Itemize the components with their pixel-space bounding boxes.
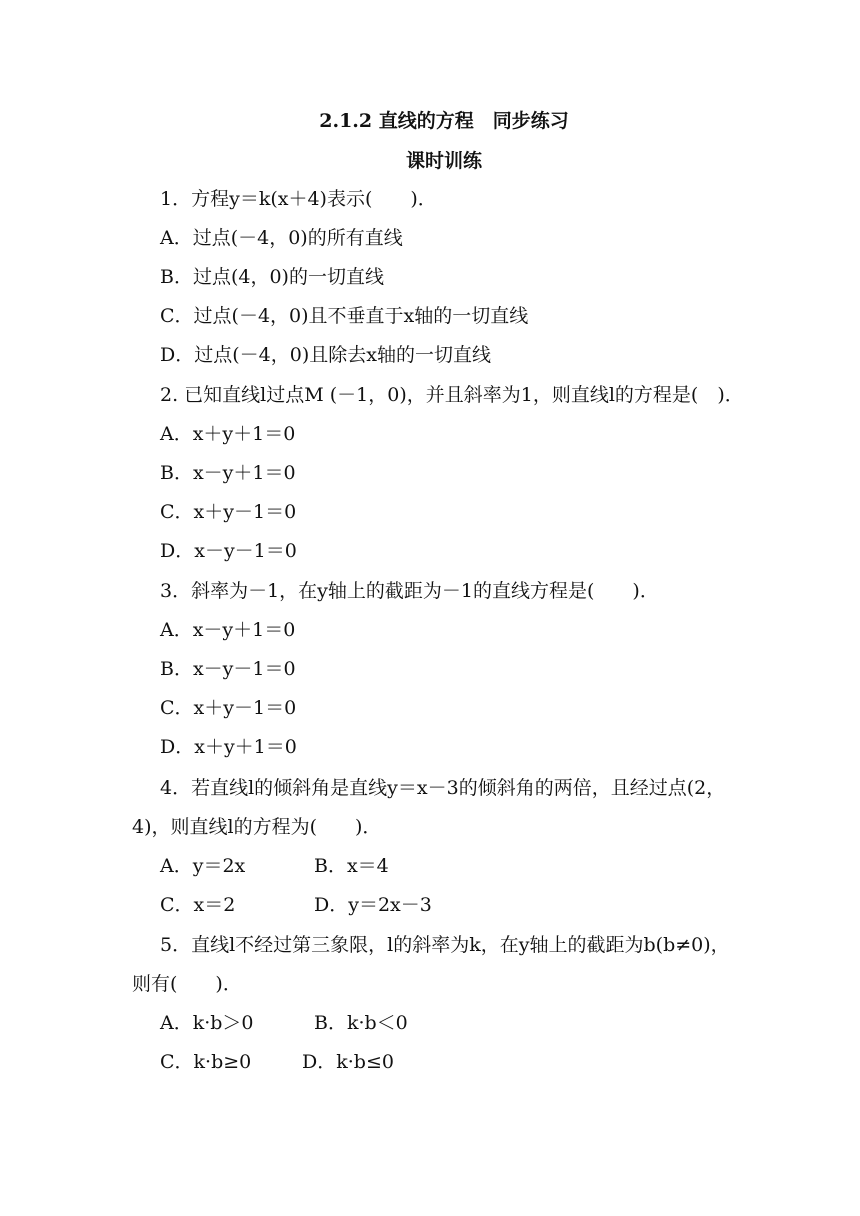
question-4-option-d: D．y＝2x－3 — [314, 894, 432, 916]
question-4-stem-line-2: 4)，则直线l的方程为( )． — [132, 816, 382, 838]
question-1-option-a: A．过点(－4，0)的所有直线 — [160, 227, 403, 249]
question-5-option-b: B．k·b＜0 — [314, 1012, 408, 1034]
page-title: 2.1.2 直线的方程 同步练习 — [319, 110, 569, 132]
question-4-option-a: A．y＝2x — [160, 855, 246, 877]
question-2-option-d: D．x－y－1＝0 — [160, 540, 297, 562]
question-1-option-b: B．过点(4，0)的一切直线 — [160, 266, 384, 288]
question-1-option-c: C．过点(－4，0)且不垂直于x轴的一切直线 — [160, 305, 529, 327]
question-5-option-a: A．k·b＞0 — [160, 1012, 254, 1034]
question-3-stem: 3．斜率为－1，在y轴上的截距为－1的直线方程是( )． — [160, 580, 659, 602]
question-3-option-a: A．x－y＋1＝0 — [160, 619, 296, 641]
question-4-stem-line-1: 4．若直线l的倾斜角是直线y＝x－3的倾斜角的两倍，且经过点(2， — [160, 777, 726, 799]
question-2-option-a: A．x＋y＋1＝0 — [160, 423, 296, 445]
question-1-stem: 1．方程y＝k(x＋4)表示( )． — [160, 188, 437, 210]
question-2-option-c: C．x＋y－1＝0 — [160, 501, 297, 523]
question-5-option-d: D．k·b≤0 — [302, 1051, 394, 1073]
question-1-option-d: D．过点(－4，0)且除去x轴的一切直线 — [160, 344, 491, 366]
question-2-option-b: B．x－y＋1＝0 — [160, 462, 296, 484]
question-5-option-c: C．k·b≥0 — [160, 1051, 252, 1073]
question-5-stem-line-1: 5．直线l不经过第三象限，l的斜率为k，在y轴上的截距为b(b≠0)， — [160, 934, 730, 956]
question-4-option-c: C．x＝2 — [160, 894, 236, 916]
section-subtitle: 课时训练 — [405, 150, 482, 172]
question-2-stem: 2. 已知直线l过点M (－1，0)，并且斜率为1，则直线l的方程是( )． — [160, 384, 744, 406]
question-4-option-b: B．x＝4 — [314, 855, 389, 877]
question-3-option-b: B．x－y－1＝0 — [160, 658, 296, 680]
question-3-option-d: D．x＋y＋1＝0 — [160, 736, 297, 758]
question-3-option-c: C．x＋y－1＝0 — [160, 697, 297, 719]
question-5-stem-line-2: 则有( )． — [132, 973, 242, 995]
